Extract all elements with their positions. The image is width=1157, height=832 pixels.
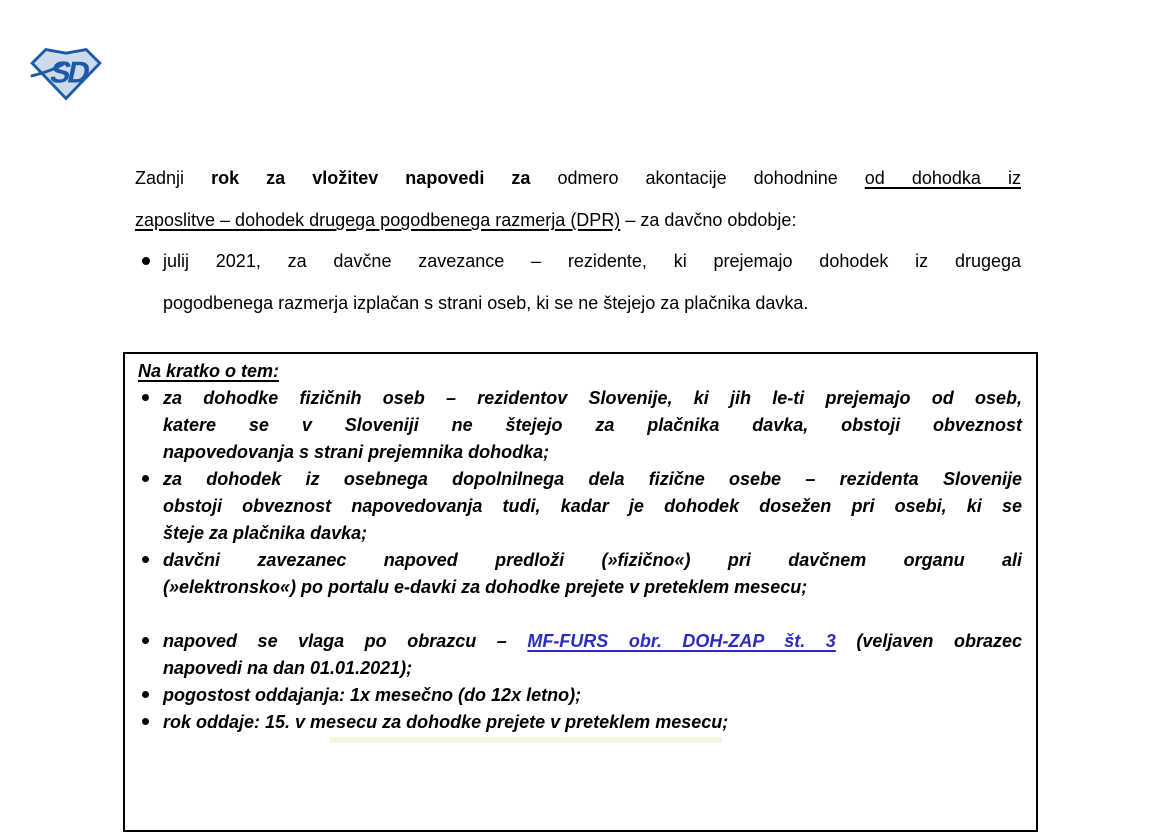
text-line: za dohodek iz osebnega dopolnilnega dela fizične osebe – rezidenta Slovenije: [163, 469, 1022, 489]
text-line: pogodbenega razmerja izplačan s strani oseb, ki se ne štejejo za plačnika davka.: [163, 293, 809, 313]
info-box-title: [138, 358, 1022, 385]
logo-letters: SD: [47, 55, 91, 90]
info-box-bullet-list: [138, 385, 1022, 736]
list-item: [138, 628, 1022, 682]
list-item: [138, 466, 1022, 547]
bullet-text: [163, 682, 1022, 709]
text-line: (»elektronsko«) po portalu e-davki za dohodke prejete v preteklem mesecu;: [163, 577, 808, 597]
bullet-text: [163, 628, 1022, 682]
text-line: julij 2021, za davčne zavezance – rezidente, ki prejemajo dohodek iz drugega: [163, 251, 1021, 271]
bullet-icon: [142, 718, 149, 725]
text-line: zaposlitve – dohodek drugega pogodbenega razmerja (DPR) – za davčno obdobje:: [135, 210, 797, 230]
list-item: [138, 709, 1022, 736]
info-box: [123, 352, 1038, 832]
deadline-bullet-list: [135, 240, 1021, 324]
list-item: [138, 547, 1022, 601]
bullet-icon: [142, 691, 149, 698]
cutoff-highlight: [330, 737, 722, 743]
text-line: napovedovanja s strani prejemnika dohodka;: [163, 442, 550, 462]
text-line: šteje za plačnika davka;: [163, 523, 368, 543]
text-line: katere se v Sloveniji ne štejejo za plačnika davka, obstoji obveznost: [163, 415, 1022, 435]
intro-paragraph: [135, 157, 1021, 241]
text-line: obstoji obveznost napovedovanja tudi, kadar je dohodek dosežen pri osebi, ki se: [163, 496, 1022, 516]
text-line: Zadnji rok za vložitev napovedi za odmero akontacije dohodnine od dohodka iz: [135, 168, 1021, 188]
list-item: [138, 385, 1022, 466]
bullet-text: [163, 385, 1022, 466]
text-line: pogostost oddajanja: 1x mesečno (do 12x letno);: [163, 685, 582, 705]
text-line: napovedi na dan 01.01.2021);: [163, 658, 413, 678]
bullet-icon: [142, 637, 149, 644]
bullet-icon: [142, 556, 149, 563]
text-line: rok oddaje: 15. v mesecu za dohodke prejete v preteklem mesecu;: [163, 712, 729, 732]
text-line: za dohodke fizičnih oseb – rezidentov Slovenije, ki jih le-ti prejemajo od oseb,: [163, 388, 1022, 408]
list-item: [138, 682, 1022, 709]
bullet-text: [163, 709, 1022, 736]
bullet-icon: [142, 257, 150, 265]
list-item: [135, 240, 1021, 324]
bullet-icon: [142, 475, 149, 482]
bullet-text: [163, 466, 1022, 547]
text-line: Na kratko o tem:: [138, 361, 280, 381]
doh-zap-form-link[interactable]: MF-FURS obr. DOH-ZAP št. 3: [527, 631, 836, 651]
text-line: davčni zavezanec napoved predloži (»fizično«) pri davčnem organu ali: [163, 550, 1022, 570]
text-line: napoved se vlaga po obrazcu – MF-FURS obr. DOH-ZAP št. 3 (veljaven obrazec: [163, 631, 1022, 651]
bullet-text: [163, 547, 1022, 601]
company-logo: [30, 43, 102, 105]
bullet-icon: [142, 394, 149, 401]
bullet-text: [163, 240, 1021, 324]
